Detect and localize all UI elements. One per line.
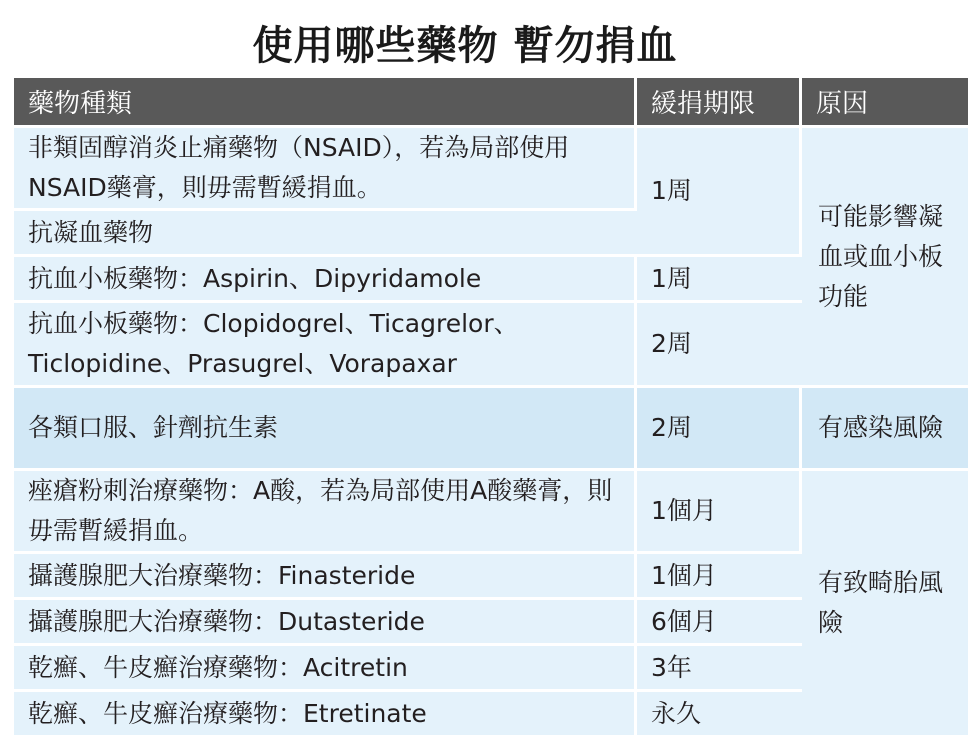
- period-cell: 1周: [637, 128, 802, 257]
- drug-cell: 抗血小板藥物：Aspirin、Dipyridamole: [14, 257, 637, 303]
- period-cell: 6個月: [637, 600, 802, 646]
- drug-cell: 乾癬、牛皮癬治療藥物：Acitretin: [14, 646, 637, 692]
- period-cell: 1周: [637, 257, 802, 303]
- drug-cell: 抗血小板藥物：Clopidogrel、Ticagrelor、Ticlopidine、Prasugrel、Vorapaxar: [14, 303, 637, 388]
- reason-cell: 有致畸胎風險: [802, 471, 968, 738]
- drug-cell: 攝護腺肥大治療藥物：Finasteride: [14, 554, 637, 600]
- period-cell: 永久: [637, 692, 802, 738]
- header-deferral-period: 緩捐期限: [637, 78, 802, 128]
- drug-cell: 各類口服、針劑抗生素: [14, 388, 637, 471]
- drug-deferral-table: [14, 78, 968, 738]
- period-cell: 3年: [637, 646, 802, 692]
- page-title: 使用哪些藥物 暫勿捐血: [252, 23, 678, 69]
- period-cell: 2周: [637, 303, 802, 388]
- header-drug-type: 藥物種類: [14, 78, 637, 128]
- table-row: [14, 471, 968, 554]
- drug-cell: 抗凝血藥物: [14, 211, 637, 257]
- drug-cell: 非類固醇消炎止痛藥物（NSAID），若為局部使用NSAID藥膏，則毋需暫緩捐血。: [14, 128, 637, 211]
- table-row: [14, 128, 968, 211]
- reason-cell: 可能影響凝血或血小板功能: [802, 128, 968, 388]
- period-cell: 2周: [637, 388, 802, 471]
- reason-cell: 有感染風險: [802, 388, 968, 471]
- table-header-row: [14, 78, 968, 128]
- period-cell: 1個月: [637, 554, 802, 600]
- drug-cell: 痤瘡粉刺治療藥物：A酸，若為局部使用A酸藥膏，則毋需暫緩捐血。: [14, 471, 637, 554]
- period-cell: 1個月: [637, 471, 802, 554]
- header-reason: 原因: [802, 78, 968, 128]
- drug-cell: 乾癬、牛皮癬治療藥物：Etretinate: [14, 692, 637, 738]
- drug-cell: 攝護腺肥大治療藥物：Dutasteride: [14, 600, 637, 646]
- table-row: [14, 388, 968, 471]
